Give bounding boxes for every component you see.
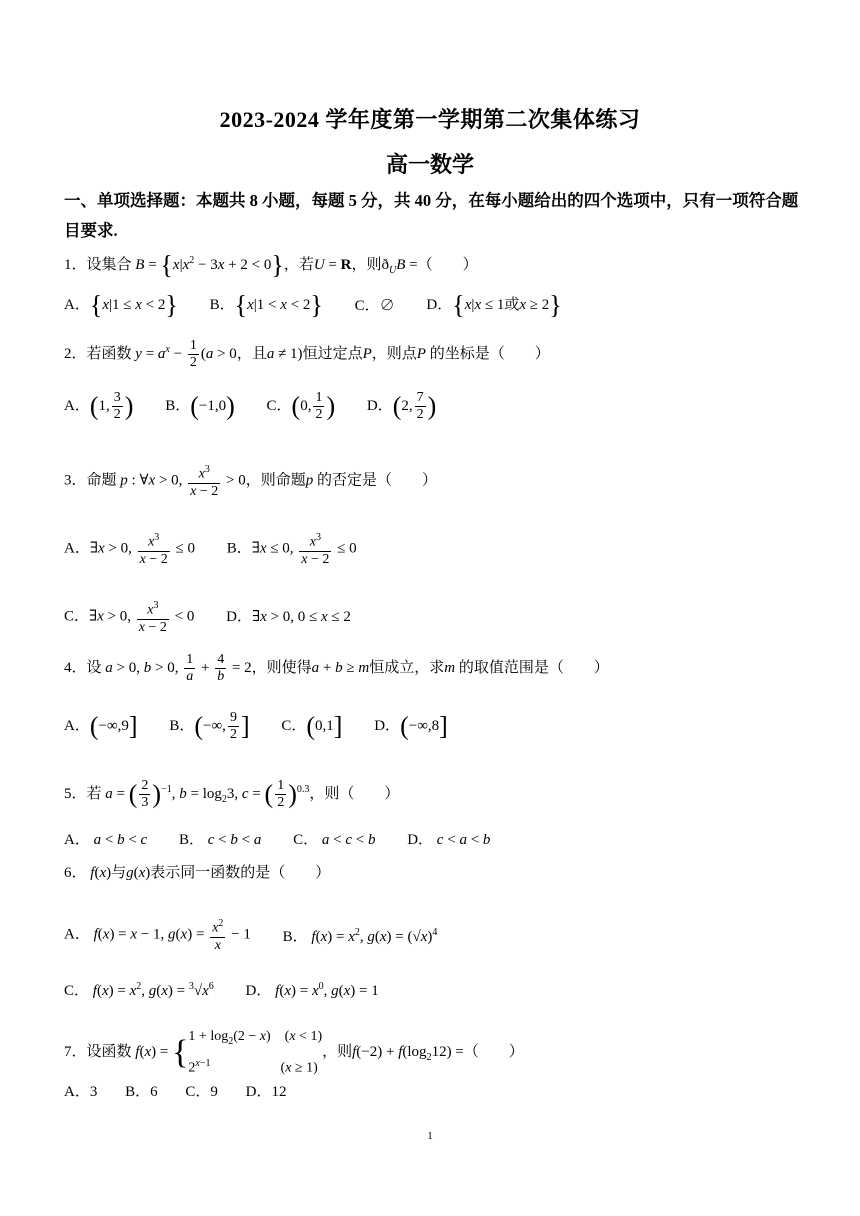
question-number: 2． [64,345,87,362]
question-number: 3． [64,472,87,489]
question-text: 表示同一函数的是（ ） [150,865,331,881]
question-text: ，则命题 [245,472,306,489]
option-c[interactable]: C．9 [185,1083,218,1100]
options-1 [64,290,590,320]
question-1: 1．设集合 $B = \{x|x^2 - 3x + 2 < 0\}$，若U = R，则$ð_UB$ =（ ） [64,250,478,280]
option-b[interactable]: B．(−1,0) [165,391,235,421]
option-c[interactable]: C． a < c < b [293,831,376,848]
question-text: 设函数 [86,1044,132,1061]
option-a[interactable]: A．(1, $\frac{3}{2}$ ) [64,390,134,422]
question-text: ，则使得 [251,659,312,676]
option-b[interactable]: B．{x|1 < x < 2} [209,290,323,320]
question-text: 恒成立，求 [369,659,445,676]
question-text: ，则 [322,1044,353,1061]
option-c[interactable]: C．(0, $\frac{1}{2}$ ) [266,390,336,422]
options-4 [64,710,476,743]
option-d[interactable]: D．∃x > 0, 0 ≤ x ≤ 2 [226,608,351,625]
options-2 [64,390,464,423]
option-d[interactable]: D． $f(x) = x^0$, g(x) = 1 [245,981,379,999]
question-number: 7． [64,1044,87,1061]
question-text: 恒过定点 [302,345,363,362]
question-5: 5．若 a = ( $\frac{2}{3}$ )$^{-1}$, $b = \log_23$, c = ( $\frac{1}{2}$ )$^{0.3}$，则（ ） [64,778,400,810]
options-6a [64,916,465,954]
question-text: 若函数 [86,345,132,362]
option-b[interactable]: B．6 [125,1083,158,1100]
question-3: 3．命题 p : ∀x > 0, $\frac{x^3}{x - 2}$ > 0，则命题p 的否定是（ ） [64,464,438,499]
question-text: 若 [86,785,102,802]
question-text: 的取值范围是（ ） [458,659,609,676]
question-text: 设 [86,659,102,676]
exam-title: 2023-2024 学年度第一学期第二次集体练习 [219,107,641,132]
question-text: ，则（ ） [309,785,400,802]
question-text: 的否定是（ ） [317,472,438,489]
option-c[interactable]: C．(0,1] [281,711,343,741]
option-b[interactable]: B．∃x ≤ 0, $\frac{x^3}{x - 2}$ ≤ 0 [226,532,357,567]
option-a[interactable]: A．3 [64,1083,98,1100]
options-6b [64,976,407,1002]
option-a[interactable]: A．(−∞,9] [64,711,138,741]
option-d[interactable]: D． c < a < b [407,831,491,848]
option-b[interactable]: B．(−∞, $\frac{9}{2}$ ] [169,710,250,742]
option-b[interactable]: B． c < b < a [178,831,262,848]
question-number: 5． [64,785,87,802]
option-c[interactable]: C．∅ [354,297,395,314]
question-2: 2．若函数 $y = a^x$ − $\frac{1}{2}$ (a > 0，且a ≠ 1)恒过定点P，则点P 的坐标是（ ） [64,338,550,370]
question-text: （ ） [417,257,478,273]
question-text: ，则 [351,257,382,273]
option-a[interactable]: A．{x|1 ≤ x < 2} [64,290,178,320]
question-number: 4． [64,659,87,676]
question-6: 6． f(x)与g(x)表示同一函数的是（ ） [64,865,331,881]
option-d[interactable]: D．(−∞,8] [374,711,448,741]
option-c[interactable]: C．∃x > 0, $\frac{x^3}{x - 2}$ < 0 [64,600,195,635]
option-a[interactable]: A． f(x) = x − 1, g(x) = $\frac{x^2}{x}$ − 1 [64,918,251,953]
question-text: 设集合 [86,257,132,273]
question-text: ，且 [236,345,267,362]
question-text: 命题 [86,472,117,489]
options-7 [64,1080,314,1103]
options-3b [64,598,379,636]
option-c[interactable]: C． $f(x) = x^2$, $g(x) = ^3√x^6$ [64,981,214,999]
question-number: 1． [64,257,87,273]
question-4: 4．设 a > 0, b > 0, $\frac{1}{a}$ + $\frac{4}{b}$ = 2，则使得a + b ≥ m恒成立，求m 的取值范围是（ ） [64,652,609,684]
question-7: 7．设函数 f(x) = { $1 + \log_2(2 - x)$ (x < 1) $2^{x-1}$ (x ≥ 1) ，则$f(-2) + f(\log_212)$ =（ ） [64,1029,524,1076]
option-a[interactable]: A． a < b < c [64,831,148,848]
question-number: 6． [64,865,87,881]
question-text: 与 [111,865,127,881]
options-5 [64,828,518,851]
options-3a [64,530,385,568]
page-number: 1 [427,1130,433,1142]
option-d[interactable]: D．12 [245,1083,287,1100]
question-text: 的坐标是（ ） [429,345,550,362]
option-d[interactable]: D．{x|x ≤ 1或x ≥ 2} [426,290,562,320]
option-d[interactable]: D．(2, $\frac{7}{2}$ ) [366,390,437,422]
section-heading: 一、单项选择题：本题共 8 小题，每题 5 分，共 40 分，在每小题给出的四个选项中，只有一项符合题目要求. [64,191,799,240]
exam-subtitle: 高一数学 [385,152,474,177]
option-a[interactable]: A．∃x > 0, $\frac{x^3}{x - 2}$ ≤ 0 [64,532,195,567]
question-text: ，则点 [371,345,417,362]
question-text: ，若 [283,257,314,273]
question-text: （ ） [463,1044,524,1061]
option-b[interactable]: B． $f(x) = x^2$, $g(x) = (√x)^4$ [282,926,438,945]
